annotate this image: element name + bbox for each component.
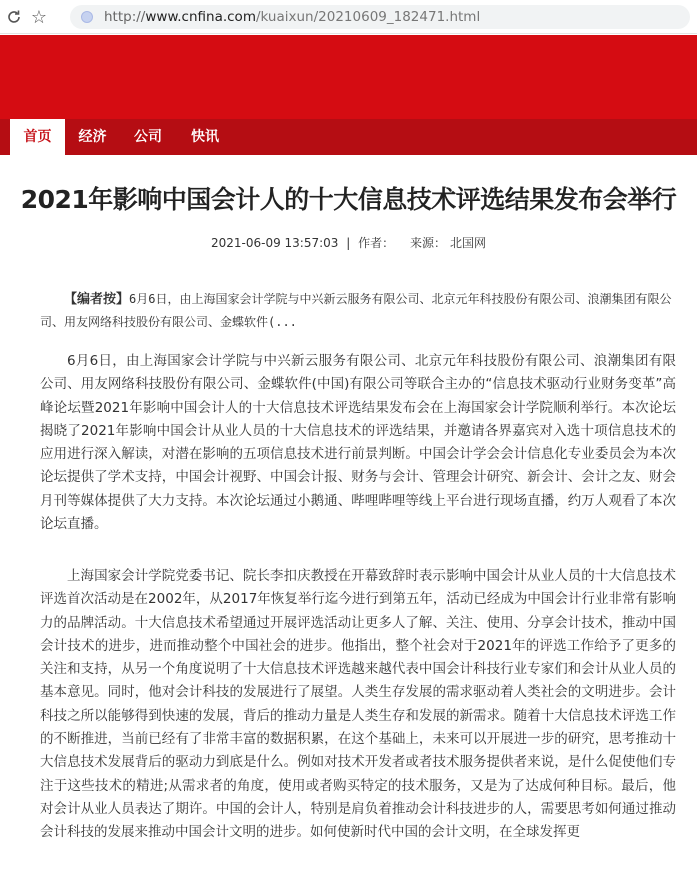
nav-item-flash[interactable]: 快讯 [191,129,219,145]
source-label: 来源： [409,236,446,250]
nav-item-company[interactable]: 公司 [134,129,162,145]
nav-item-economy[interactable]: 经济 [78,129,107,145]
editor-note-text: 6月6日，由上海国家会计学院与中兴新云服务有限公司、北京元年科技股份有限公司、浪潮集团有限公司、用友网络科技股份有限公司、金蝶软件(... [40,292,672,329]
article-title: 2021年影响中国会计人的十大信息技术评选结果发布会举行 [20,185,677,214]
site-banner [0,35,697,119]
address-bar[interactable] [70,5,690,29]
refresh-icon[interactable] [2,6,26,28]
browser-toolbar [0,0,697,34]
editor-note-label: 【编者按】 [64,292,130,307]
article-paragraph: 6月6日，由上海国家会计学院与中兴新云服务有限公司、北京元年科技股份有限公司、浪潮集团有限公司、用友网络科技股份有限公司、金蝶软件(中国)有限公司等联合主办的“信息技术驱动行业财务变革”高峰论坛暨2021年影响中国会计人的十大信息技术评选结果发布会在上海国家会计学院顺利举行。本次论坛揭晓了2021年影响中国会计从业人员的十大信息技术的评选结果，并邀请各界嘉宾对入选十项信息技术的应用进行深入解读，对潜在影响的五项信息技术进行前景判断。中国会计学会会计信息化专业委员会为本次论坛提供了学术支持，中国会计视野、中国会计报、财务与会计、管理会计研究、新会计、会计之友、财会月刊等媒体提供了大力支持。本次论坛通过小鹅通、哔哩哔哩等线上平台进行现场直播，约万人观看了本次论坛直播。 [40,353,676,533]
site-nav [0,119,697,155]
bookmark-star-icon[interactable]: ☆ [30,6,48,28]
author-label: 作者： [358,236,395,250]
article-source: 北国网 [450,236,487,250]
article-meta [0,234,697,251]
url-text[interactable]: http://www.cnfina.com/kuaixun/20210609_182471.html [104,9,481,25]
article-datetime: 2021-06-09 13:57:03 [210,236,339,250]
globe-icon [81,11,93,23]
nav-item-home[interactable]: 首页 [10,119,65,155]
meta-separator: | [346,236,351,250]
article-paragraph: 上海国家会计学院党委书记、院长李扣庆教授在开幕致辞时表示影响中国会计从业人员的十大信息技术评选首次活动是在2002年，从2017年恢复举行迄今进行到第五年，活动已经成为中国会计行业非常有影响力的品牌活动。十大信息技术希望通过开展评选活动让更多人了解、关注、使用、分享会计技术，推动中国会计技术的进步，进而推动整个中国社会的进步。他指出，整个社会对于2021年的评选工作给予了更多的关注和支持，从另一个角度说明了十大信息技术评选越来越代表中国会计科技行业专家们和会计从业人员的基本意见。同时，他对会计科技的发展进行了展望。人类生存发展的需求驱动着人类社会的文明进步。会计科技之所以能够得到快速的发展，背后的推动力量是人类生存和发展的新需求。随着十大信息技术评选工作的不断推进，当前已经有了非常丰富的数据积累，在这个基础上，未来可以开展进一步的研究，思考推动十大信息技术发展背后的驱动力到底是什么。例如对技术开发者或者技术服务提供者来说，是什么促使他们专注于这些技术的精进;从需求者的角度，使用或者购买特定的技术服务，又是为了达成何种目标。最后，他对会计从业人员表达了期许。中国的会计人，特别是肩负着推动会计科技进步的人，需要思考如何通过推动会计科技的发展来推动中国会计文明的进步。如何使新时代中国的会计文明，在全球发挥更 [40,568,676,841]
editor-note [40,288,676,333]
